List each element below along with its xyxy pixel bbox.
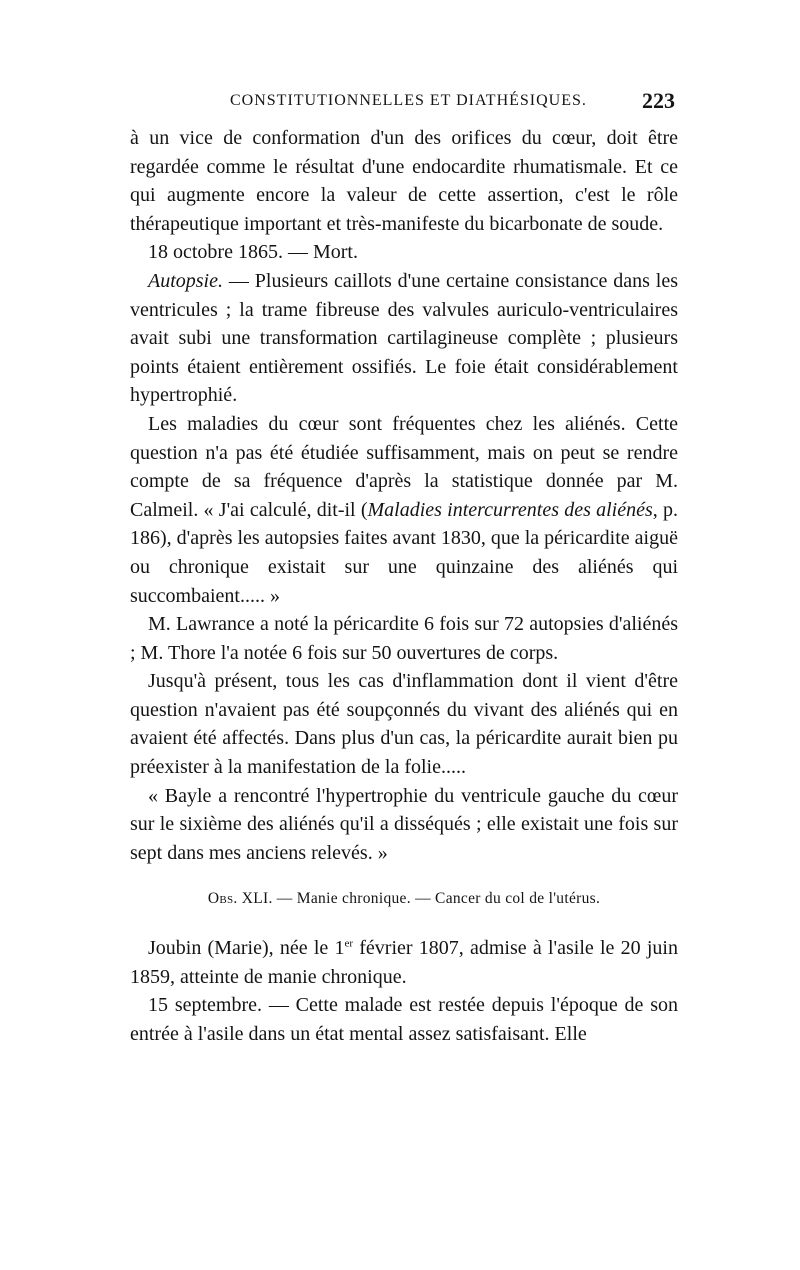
paragraph-september: 15 septembre. — Cette malade est restée depuis l'époque de son entrée à l'asile dans un état mental assez satisfaisant. Elle: [130, 994, 678, 1045]
autopsy-text: — Plusieurs caillots d'une certaine consistance dans les ventricules ; la trame fibreuse des valvules auriculo-ventriculaires avait subi une transformation cartilagineuse complète ; plusieurs points étaient entièrement ossifiés. Le foie était considérablement hypertrophié.: [130, 269, 678, 407]
autopsy-label: Autopsie.: [148, 269, 223, 292]
paragraph-patient: [130, 934, 678, 991]
observation-title: — Manie chronique. — Cancer du col de l'utérus.: [272, 890, 601, 908]
body-text: [130, 124, 678, 1048]
ordinal-superscript: er: [344, 937, 354, 950]
patient-text-b: février 1807, admise à l'asile le 20 juin 1859, atteinte de manie chronique.: [130, 937, 678, 988]
observation-heading: [130, 885, 678, 914]
patient-text-a: Joubin (Marie), née le 1: [148, 937, 345, 960]
paragraph-date-death: 18 octobre 1865. — Mort.: [148, 241, 358, 264]
cited-work-title: Maladies intercurrentes des aliénés: [367, 498, 653, 521]
paragraph-heart-disease: [130, 410, 678, 610]
page-number: 223: [642, 88, 675, 113]
paragraph-continuation: à un vice de conformation d'un des orifices du cœur, doit être regardée comme le résultat d'une endocardite rhumatismale. Et ce qui augmente encore la valeur de cette assertion, c'est le rôle thérapeutique important et très-manifeste du bicarbonate de soude.: [130, 127, 678, 235]
heart-disease-text-a: Les maladies du cœur sont fréquentes chez les aliénés. Cette question n'a pas été étudiée suffisamment, mais on peut se rendre compte de sa fréquence d'après la statistique donnée par M. Calmeil. « J'ai calculé, dit-il (: [130, 412, 678, 521]
paragraph-inflammation: Jusqu'à présent, tous les cas d'inflammation dont il vient d'être question n'avaient pas été soupçonnés du vivant des aliénés qui en avaient été affectés. Dans plus d'un cas, la péricardite aurait bien pu préexister à la manifestation de la folie.....: [130, 670, 678, 779]
running-head: [130, 88, 675, 122]
paragraph-bayle-quote: « Bayle a rencontré l'hypertrophie du ventricule gauche du cœur sur le sixième des aliénés qu'il a disséqués ; elle existait une fois sur sept dans mes anciens relevés. »: [130, 784, 678, 864]
paragraph-autopsy: [130, 267, 678, 410]
heart-disease-text-b: , p. 186), d'après les autopsies faites avant 1830, que la péricardite aiguë ou chronique existait sur une quinzaine des aliénés qui succombaient..... »: [130, 498, 678, 607]
paragraph-lawrance: M. Lawrance a noté la péricardite 6 fois sur 72 autopsies d'aliénés ; M. Thore l'a notée 6 fois sur 50 ouvertures de corps.: [130, 613, 678, 664]
running-title: CONSTITUTIONNELLES ET DIATHÉSIQUES.: [230, 92, 587, 109]
observation-label: Obs. XLI.: [207, 890, 273, 908]
